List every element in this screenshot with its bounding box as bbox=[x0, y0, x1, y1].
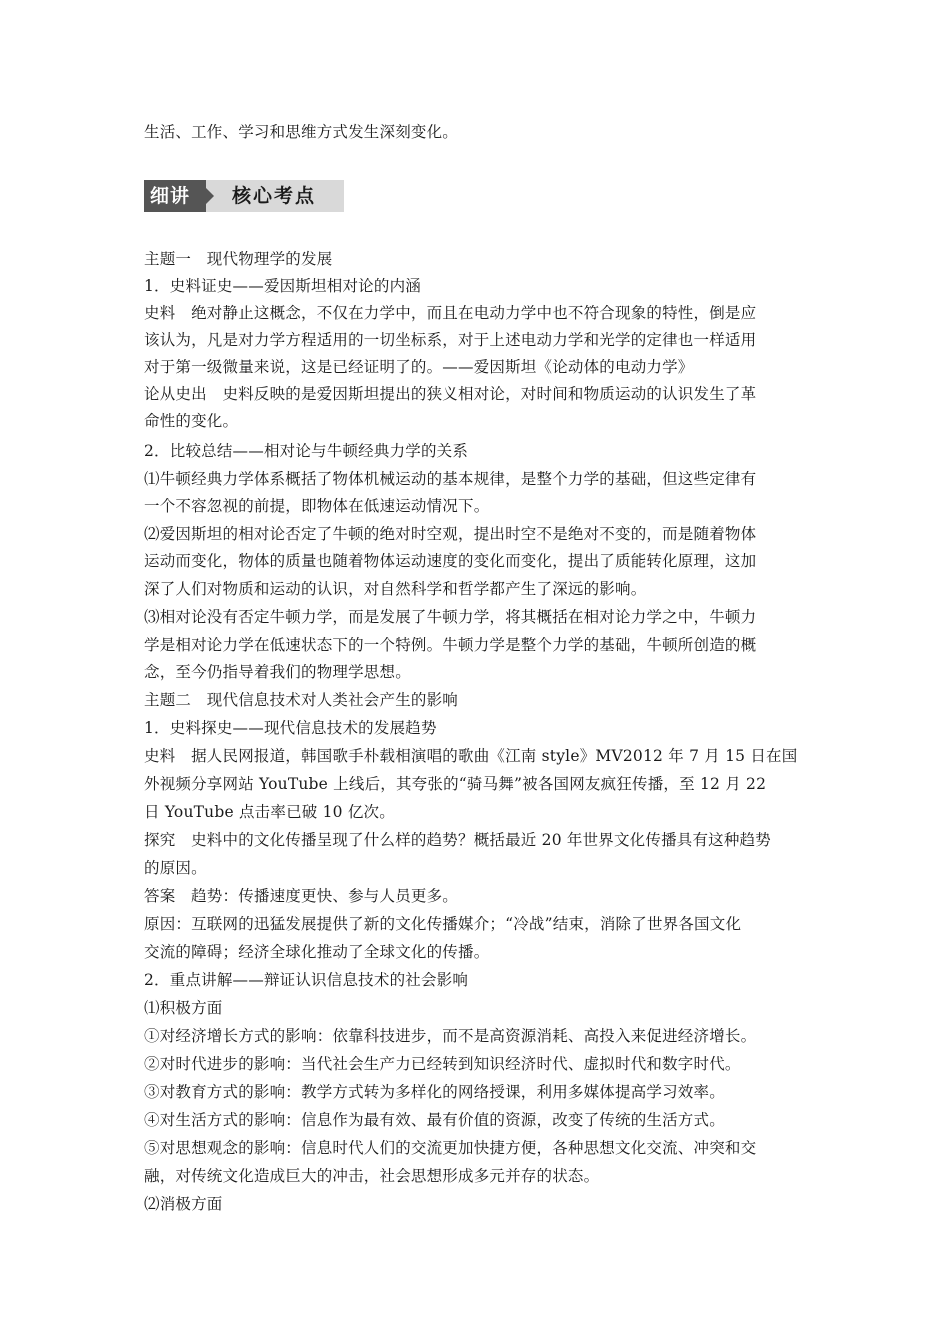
topic-heading: 主题一 现代物理学的发展 bbox=[144, 250, 333, 268]
paragraph-line: 论从史出 史料反映的是爱因斯坦提出的狭义相对论，对时间和物质运动的认识发生了革 bbox=[144, 385, 757, 403]
paragraph-line: 深了人们对物质和运动的认识，对自然科学和哲学都产生了深远的影响。 bbox=[144, 580, 647, 598]
paragraph-line: 探究 史料中的文化传播呈现了什么样的趋势？概括最近 20 年世界文化传播具有这种趋势 bbox=[144, 831, 771, 849]
paragraph-line: 念，至今仍指导着我们的物理学思想。 bbox=[144, 663, 411, 681]
list-item: ⑤对思想观念的影响：信息时代人们的交流更加快捷方便，各种思想文化交流、冲突和交 bbox=[144, 1139, 757, 1157]
section-tag-label: 细讲 bbox=[150, 185, 191, 207]
banner-arrow-icon bbox=[206, 188, 214, 204]
topic-heading: 主题二 现代信息技术对人类社会产生的影响 bbox=[144, 691, 459, 709]
paragraph-line: 原因：互联网的迅猛发展提供了新的文化传播媒介；“冷战”结束，消除了世界各国文化 bbox=[144, 915, 742, 933]
paragraph-line: 运动而变化，物体的质量也随着物体运动速度的变化而变化，提出了质能转化原理，这加 bbox=[144, 552, 757, 570]
paragraph-line: 外视频分享网站 YouTube 上线后，其夸张的“骑马舞”被各国网友疯狂传播，至 12 月 22 bbox=[144, 775, 767, 793]
list-item: ④对生活方式的影响：信息作为最有效、最有价值的资源，改变了传统的生活方式。 bbox=[144, 1111, 725, 1129]
section-title: 核心考点 bbox=[232, 185, 317, 207]
paragraph-line: 对于第一级微量来说，这是已经证明了的。——爱因斯坦《论动体的电动力学》 bbox=[144, 358, 694, 376]
paragraph-line: 答案 趋势：传播速度更快、参与人员更多。 bbox=[144, 887, 459, 905]
subheading: 2．重点讲解——辩证认识信息技术的社会影响 bbox=[144, 971, 469, 989]
paragraph-line: 学是相对论力学在低速状态下的一个特例。牛顿力学是整个力学的基础，牛顿所创造的概 bbox=[144, 636, 757, 654]
paragraph-line: 史料 据人民网报道，韩国歌手朴载相演唱的歌曲《江南 style》MV2012 年 7 月 15 日在国 bbox=[144, 747, 798, 765]
list-item: 融，对传统文化造成巨大的冲击，社会思想形成多元并存的状态。 bbox=[144, 1167, 600, 1185]
paragraph-line: ⑵爱因斯坦的相对论否定了牛顿的绝对时空观，提出时空不是绝对不变的，而是随着物体 bbox=[144, 525, 757, 543]
list-item: ③对教育方式的影响：教学方式转为多样化的网络授课，利用多媒体提高学习效率。 bbox=[144, 1083, 725, 1101]
intro-line: 生活、工作、学习和思维方式发生深刻变化。 bbox=[144, 123, 459, 141]
section-tag bbox=[144, 180, 206, 212]
paragraph-line: 的原因。 bbox=[144, 859, 207, 877]
list-heading: ⑴积极方面 bbox=[144, 999, 223, 1017]
paragraph-line: 交流的障碍；经济全球化推动了全球文化的传播。 bbox=[144, 943, 490, 961]
subheading: 2．比较总结——相对论与牛顿经典力学的关系 bbox=[144, 442, 469, 460]
list-item: ①对经济增长方式的影响：依靠科技进步，而不是高资源消耗、高投入来促进经济增长。 bbox=[144, 1027, 757, 1045]
list-item: ②对时代进步的影响：当代社会生产力已经转到知识经济时代、虚拟时代和数字时代。 bbox=[144, 1055, 741, 1073]
subheading: 1．史料证史——爱因斯坦相对论的内涵 bbox=[144, 277, 421, 295]
paragraph-line: 史料 绝对静止这概念，不仅在力学中，而且在电动力学中也不符合现象的特性，倒是应 bbox=[144, 304, 757, 322]
subheading: 1．史料探史——现代信息技术的发展趋势 bbox=[144, 719, 437, 737]
paragraph-line: ⑴牛顿经典力学体系概括了物体机械运动的基本规律，是整个力学的基础，但这些定律有 bbox=[144, 470, 757, 488]
list-heading: ⑵消极方面 bbox=[144, 1195, 223, 1213]
paragraph-line: 该认为，凡是对力学方程适用的一切坐标系，对于上述电动力学和光学的定律也一样适用 bbox=[144, 331, 757, 349]
paragraph-line: 一个不容忽视的前提，即物体在低速运动情况下。 bbox=[144, 497, 490, 515]
paragraph-line: 命性的变化。 bbox=[144, 412, 239, 430]
paragraph-line: 日 YouTube 点击率已破 10 亿次。 bbox=[144, 803, 395, 821]
section-banner bbox=[144, 180, 344, 212]
paragraph-line: ⑶相对论没有否定牛顿力学，而是发展了牛顿力学，将其概括在相对论力学之中，牛顿力 bbox=[144, 608, 757, 626]
